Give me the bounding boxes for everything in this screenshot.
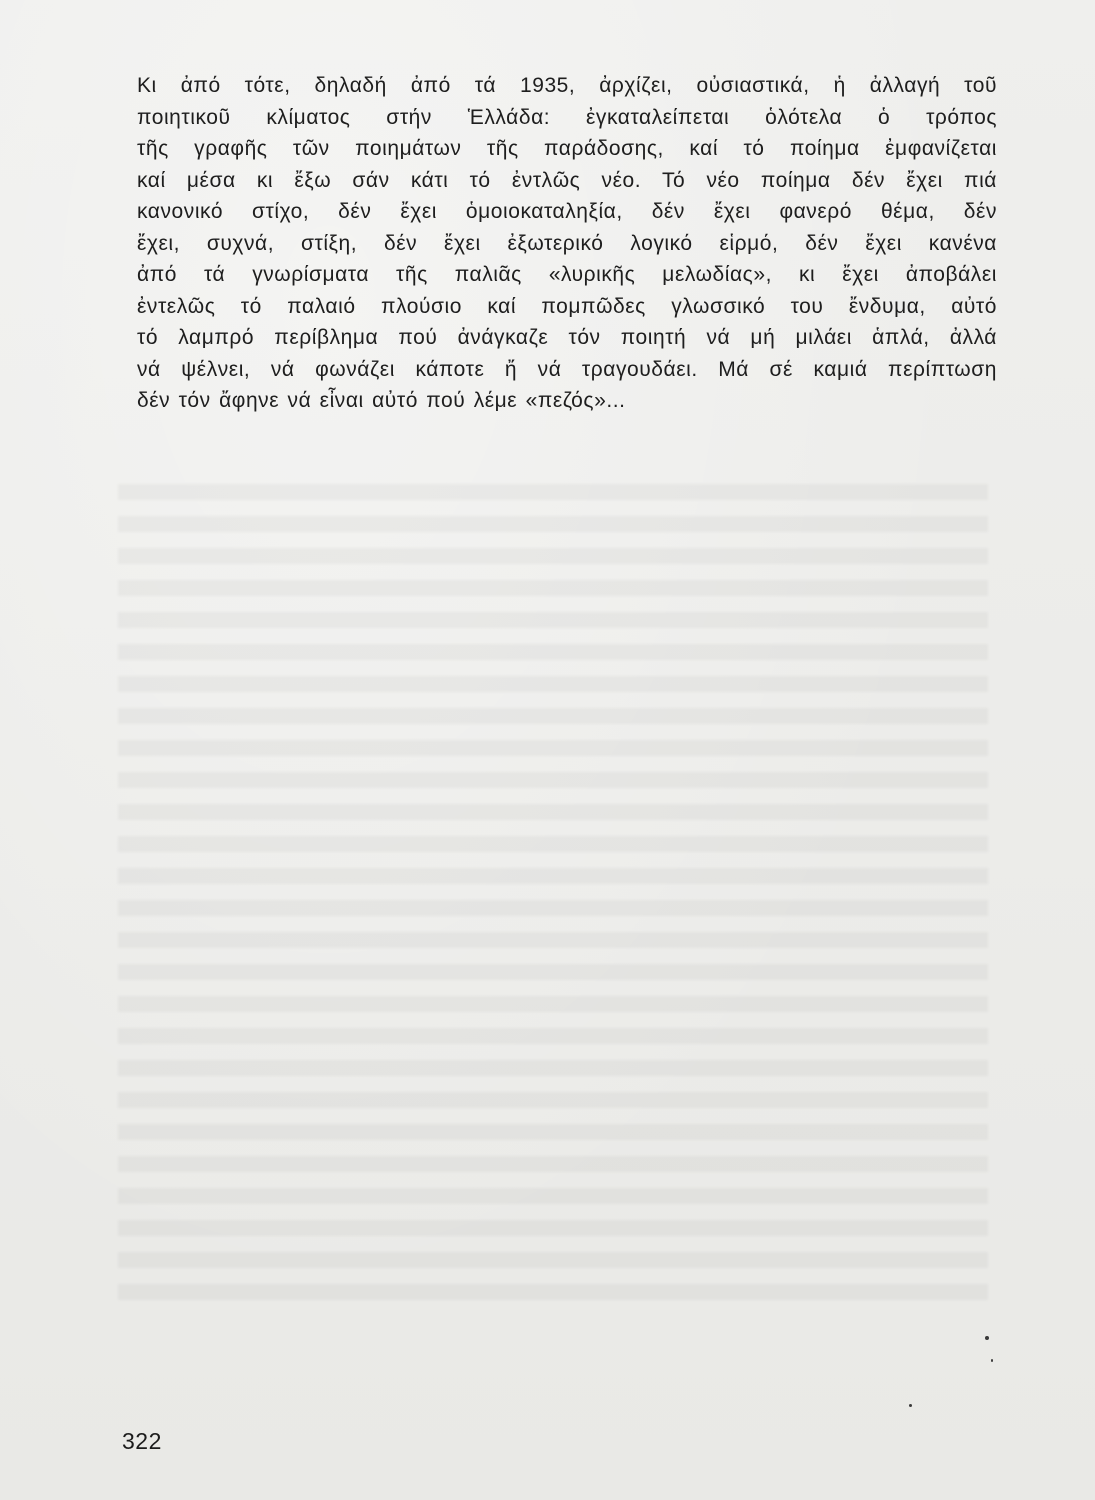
scan-speck [985,1336,989,1340]
text-line-3: τῆς γραφῆς τῶν ποιημάτων τῆς παράδοσης, καί τό ποίημα ἐμφανίζεται [137,137,997,160]
text-line-9: τό λαμπρό περίβλημα πού ἀνάγκαζε τόν ποιητή νά μή μιλάει ἁπλά, ἀλλά [137,326,997,349]
text-line-7: ἀπό τά γνωρίσματα τῆς παλιᾶς «λυρικῆς μελωδίας», κι ἔχει ἀποβάλει [137,263,997,286]
scan-speck [909,1404,912,1407]
page-number: 322 [122,1428,162,1454]
body-paragraph [137,70,997,417]
text-line-10: νά ψέλνει, νά φωνάζει κάποτε ἤ νά τραγουδάει. Μά σέ καμιά περίπτωση [137,357,997,381]
text-line-2: ποιητικοῦ κλίματος στήν Ἑλλάδα: ἐγκαταλείπεται ὁλότελα ὁ τρόπος [137,105,997,129]
text-line-6: ἔχει, συχνά, στίξη, δέν ἔχει ἐξωτερικό λογικό εἱρμό, δέν ἔχει κανένα [137,231,997,255]
text-line-8: ἐντελῶς τό παλαιό πλούσιο καί πομπῶδες γλωσσικό του ἔνδυμα, αὐτό [137,294,997,318]
bleed-through-text [118,470,988,1300]
text-line-5: κανονικό στίχο, δέν ἔχει ὁμοιοκαταληξία, δέν ἔχει φανερό θέμα, δέν [137,200,997,223]
text-line-4: καί μέσα κι ἔξω σάν κάτι τό ἐντλῶς νέο. Τό νέο ποίημα δέν ἔχει πιά [137,168,997,192]
text-line-1: Κι ἀπό τότε, δηλαδή ἀπό τά 1935, ἀρχίζει, οὐσιαστικά, ἡ ἀλλαγή τοῦ [137,74,997,97]
text-line-11: δέν τόν ἄφηνε νά εἶναι αὐτό πού λέμε «πεζός»... [137,389,626,412]
scan-speck [991,1359,993,1362]
